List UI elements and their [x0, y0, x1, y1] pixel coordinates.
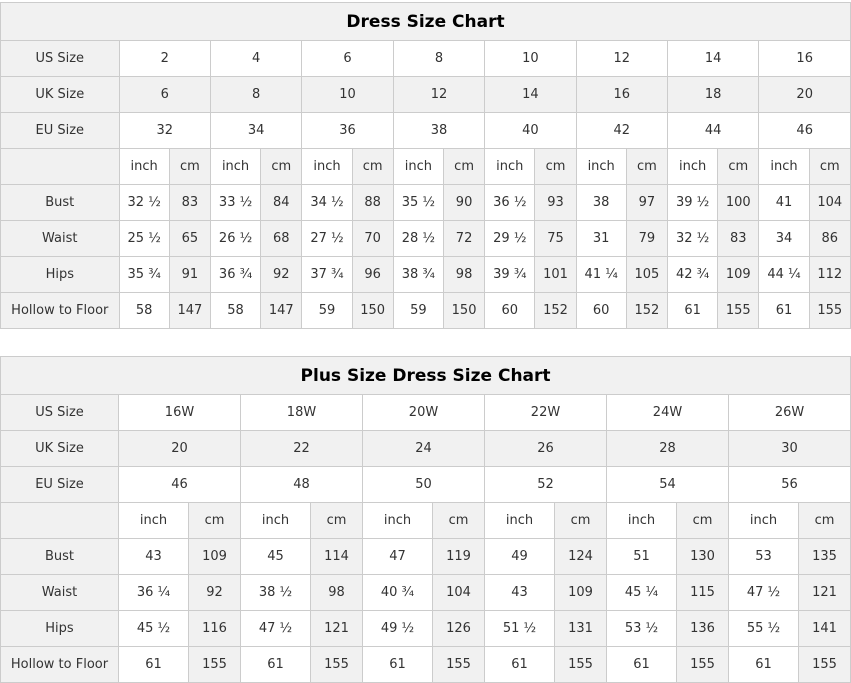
size-value-cell: 14: [667, 41, 758, 77]
size-value-cell: 6: [119, 77, 210, 113]
measurement-cm-cell: 96: [352, 257, 393, 293]
measurement-cm-cell: 126: [433, 611, 485, 647]
measurement-cm-cell: 105: [626, 257, 667, 293]
table-title-row: [1, 357, 851, 395]
measurement-inch-cell: 60: [576, 293, 626, 329]
unit-cm-cell: cm: [535, 149, 576, 185]
measurement-cm-cell: 136: [677, 611, 729, 647]
measurement-cm-cell: 86: [809, 221, 850, 257]
measurement-inch-cell: 27 ½: [302, 221, 352, 257]
measurement-inch-cell: 45 ¼: [607, 575, 677, 611]
measurement-cm-cell: 88: [352, 185, 393, 221]
measurement-cm-cell: 83: [169, 185, 210, 221]
row-label: Hips: [1, 257, 120, 293]
measurement-cm-cell: 135: [799, 539, 851, 575]
measurement-inch-cell: 58: [119, 293, 169, 329]
measurement-cm-cell: 131: [555, 611, 607, 647]
measurement-inch-cell: 39 ¾: [485, 257, 535, 293]
measurement-cm-cell: 121: [799, 575, 851, 611]
size-value-cell: 42: [576, 113, 667, 149]
measurement-cm-cell: 152: [535, 293, 576, 329]
measurement-cm-cell: 90: [443, 185, 484, 221]
table-row: [1, 293, 851, 329]
measurement-cm-cell: 104: [809, 185, 850, 221]
row-label: EU Size: [1, 467, 119, 503]
measurement-inch-cell: 28 ½: [393, 221, 443, 257]
size-value-cell: 6: [302, 41, 393, 77]
measurement-inch-cell: 43: [119, 539, 189, 575]
measurement-cm-cell: 130: [677, 539, 729, 575]
measurement-inch-cell: 44 ¼: [759, 257, 809, 293]
measurement-cm-cell: 150: [443, 293, 484, 329]
measurement-cm-cell: 155: [311, 647, 363, 683]
measurement-inch-cell: 31: [576, 221, 626, 257]
measurement-inch-cell: 34 ½: [302, 185, 352, 221]
measurement-inch-cell: 51 ½: [485, 611, 555, 647]
measurement-cm-cell: 92: [261, 257, 302, 293]
size-value-cell: 32: [119, 113, 210, 149]
measurement-cm-cell: 98: [443, 257, 484, 293]
measurement-cm-cell: 72: [443, 221, 484, 257]
unit-inch-cell: inch: [119, 149, 169, 185]
measurement-cm-cell: 155: [555, 647, 607, 683]
measurement-cm-cell: 155: [433, 647, 485, 683]
measurement-cm-cell: 124: [555, 539, 607, 575]
measurement-inch-cell: 38 ¾: [393, 257, 443, 293]
measurement-inch-cell: 61: [667, 293, 717, 329]
size-value-cell: 10: [485, 41, 576, 77]
measurement-inch-cell: 41: [759, 185, 809, 221]
row-label: UK Size: [1, 431, 119, 467]
size-value-cell: 12: [393, 77, 484, 113]
table-title: Dress Size Chart: [1, 3, 851, 41]
measurement-cm-cell: 79: [626, 221, 667, 257]
size-value-cell: 26W: [729, 395, 851, 431]
measurement-cm-cell: 147: [261, 293, 302, 329]
measurement-cm-cell: 147: [169, 293, 210, 329]
size-value-cell: 16: [759, 41, 851, 77]
size-value-cell: 22: [241, 431, 363, 467]
row-label: US Size: [1, 41, 120, 77]
unit-cm-cell: cm: [169, 149, 210, 185]
measurement-cm-cell: 112: [809, 257, 850, 293]
measurement-inch-cell: 45: [241, 539, 311, 575]
size-value-cell: 36: [302, 113, 393, 149]
measurement-cm-cell: 68: [261, 221, 302, 257]
table-row: [1, 257, 851, 293]
measurement-cm-cell: 100: [718, 185, 759, 221]
row-label: Bust: [1, 539, 119, 575]
measurement-inch-cell: 26 ½: [210, 221, 260, 257]
measurement-cm-cell: 119: [433, 539, 485, 575]
measurement-cm-cell: 141: [799, 611, 851, 647]
measurement-inch-cell: 35 ½: [393, 185, 443, 221]
measurement-inch-cell: 36 ¼: [119, 575, 189, 611]
size-value-cell: 16: [576, 77, 667, 113]
unit-cm-cell: cm: [261, 149, 302, 185]
measurement-inch-cell: 41 ¼: [576, 257, 626, 293]
row-label: US Size: [1, 395, 119, 431]
table-row: [1, 221, 851, 257]
measurement-inch-cell: 38 ½: [241, 575, 311, 611]
measurement-cm-cell: 83: [718, 221, 759, 257]
size-value-cell: 28: [607, 431, 729, 467]
measurement-inch-cell: 61: [119, 647, 189, 683]
table-row: [1, 431, 851, 467]
measurement-cm-cell: 155: [677, 647, 729, 683]
size-value-cell: 12: [576, 41, 667, 77]
measurement-inch-cell: 32 ½: [119, 185, 169, 221]
measurement-inch-cell: 61: [607, 647, 677, 683]
measurement-cm-cell: 116: [189, 611, 241, 647]
size-value-cell: 46: [119, 467, 241, 503]
unit-inch-cell: inch: [576, 149, 626, 185]
plus-size-dress-size-chart-table: [0, 356, 851, 683]
measurement-inch-cell: 36 ¾: [210, 257, 260, 293]
measurement-inch-cell: 53 ½: [607, 611, 677, 647]
measurement-inch-cell: 60: [485, 293, 535, 329]
measurement-cm-cell: 98: [311, 575, 363, 611]
measurement-inch-cell: 42 ¾: [667, 257, 717, 293]
measurement-cm-cell: 75: [535, 221, 576, 257]
size-value-cell: 8: [210, 77, 301, 113]
table-row: [1, 149, 851, 185]
measurement-cm-cell: 109: [189, 539, 241, 575]
unit-inch-cell: inch: [485, 503, 555, 539]
row-label: UK Size: [1, 77, 120, 113]
row-label: EU Size: [1, 113, 120, 149]
table-row: [1, 539, 851, 575]
measurement-cm-cell: 84: [261, 185, 302, 221]
size-value-cell: 8: [393, 41, 484, 77]
measurement-cm-cell: 109: [555, 575, 607, 611]
size-value-cell: 18W: [241, 395, 363, 431]
table-row: [1, 113, 851, 149]
unit-inch-cell: inch: [729, 503, 799, 539]
size-value-cell: 34: [210, 113, 301, 149]
unit-inch-cell: inch: [667, 149, 717, 185]
measurement-inch-cell: 49: [485, 539, 555, 575]
unit-inch-cell: inch: [119, 503, 189, 539]
measurement-cm-cell: 150: [352, 293, 393, 329]
dress-size-chart-table: [0, 2, 851, 329]
measurement-inch-cell: 61: [485, 647, 555, 683]
table-row: [1, 185, 851, 221]
unit-inch-cell: inch: [759, 149, 809, 185]
size-value-cell: 38: [393, 113, 484, 149]
measurement-inch-cell: 59: [302, 293, 352, 329]
measurement-cm-cell: 155: [809, 293, 850, 329]
measurement-cm-cell: 97: [626, 185, 667, 221]
size-value-cell: 16W: [119, 395, 241, 431]
measurement-cm-cell: 70: [352, 221, 393, 257]
table-row: [1, 503, 851, 539]
measurement-inch-cell: 29 ½: [485, 221, 535, 257]
unit-cm-cell: cm: [626, 149, 667, 185]
size-value-cell: 40: [485, 113, 576, 149]
measurement-cm-cell: 155: [189, 647, 241, 683]
size-value-cell: 50: [363, 467, 485, 503]
size-value-cell: 44: [667, 113, 758, 149]
unit-row-label: [1, 503, 119, 539]
size-value-cell: 20W: [363, 395, 485, 431]
measurement-inch-cell: 59: [393, 293, 443, 329]
size-value-cell: 52: [485, 467, 607, 503]
measurement-inch-cell: 43: [485, 575, 555, 611]
unit-inch-cell: inch: [393, 149, 443, 185]
measurement-inch-cell: 51: [607, 539, 677, 575]
size-value-cell: 48: [241, 467, 363, 503]
unit-cm-cell: cm: [189, 503, 241, 539]
size-value-cell: 20: [119, 431, 241, 467]
unit-cm-cell: cm: [311, 503, 363, 539]
table-row: [1, 41, 851, 77]
table-title-row: [1, 3, 851, 41]
unit-inch-cell: inch: [607, 503, 677, 539]
row-label: Hollow to Floor: [1, 293, 120, 329]
measurement-cm-cell: 114: [311, 539, 363, 575]
unit-cm-cell: cm: [352, 149, 393, 185]
unit-cm-cell: cm: [555, 503, 607, 539]
measurement-inch-cell: 33 ½: [210, 185, 260, 221]
size-value-cell: 46: [759, 113, 851, 149]
measurement-inch-cell: 25 ½: [119, 221, 169, 257]
measurement-inch-cell: 61: [363, 647, 433, 683]
measurement-inch-cell: 40 ¾: [363, 575, 433, 611]
table-row: [1, 647, 851, 683]
unit-inch-cell: inch: [485, 149, 535, 185]
measurement-inch-cell: 53: [729, 539, 799, 575]
measurement-cm-cell: 109: [718, 257, 759, 293]
unit-cm-cell: cm: [677, 503, 729, 539]
measurement-cm-cell: 104: [433, 575, 485, 611]
measurement-cm-cell: 91: [169, 257, 210, 293]
measurement-cm-cell: 121: [311, 611, 363, 647]
unit-cm-cell: cm: [799, 503, 851, 539]
unit-inch-cell: inch: [363, 503, 433, 539]
row-label: Hollow to Floor: [1, 647, 119, 683]
measurement-cm-cell: 101: [535, 257, 576, 293]
unit-inch-cell: inch: [210, 149, 260, 185]
measurement-inch-cell: 38: [576, 185, 626, 221]
size-value-cell: 54: [607, 467, 729, 503]
unit-row-label: [1, 149, 120, 185]
row-label: Waist: [1, 221, 120, 257]
size-value-cell: 20: [759, 77, 851, 113]
measurement-inch-cell: 37 ¾: [302, 257, 352, 293]
unit-cm-cell: cm: [443, 149, 484, 185]
table-row: [1, 395, 851, 431]
size-value-cell: 18: [667, 77, 758, 113]
unit-cm-cell: cm: [718, 149, 759, 185]
row-label: Hips: [1, 611, 119, 647]
size-value-cell: 10: [302, 77, 393, 113]
table-title: Plus Size Dress Size Chart: [1, 357, 851, 395]
size-value-cell: 56: [729, 467, 851, 503]
size-value-cell: 4: [210, 41, 301, 77]
measurement-inch-cell: 35 ¾: [119, 257, 169, 293]
measurement-cm-cell: 65: [169, 221, 210, 257]
measurement-inch-cell: 61: [759, 293, 809, 329]
size-value-cell: 14: [485, 77, 576, 113]
measurement-inch-cell: 39 ½: [667, 185, 717, 221]
unit-cm-cell: cm: [809, 149, 850, 185]
size-value-cell: 2: [119, 41, 210, 77]
table-row: [1, 575, 851, 611]
measurement-inch-cell: 55 ½: [729, 611, 799, 647]
measurement-inch-cell: 47 ½: [241, 611, 311, 647]
size-value-cell: 24: [363, 431, 485, 467]
row-label: Bust: [1, 185, 120, 221]
unit-inch-cell: inch: [302, 149, 352, 185]
unit-cm-cell: cm: [433, 503, 485, 539]
measurement-inch-cell: 45 ½: [119, 611, 189, 647]
table-row: [1, 467, 851, 503]
measurement-cm-cell: 152: [626, 293, 667, 329]
table-row: [1, 77, 851, 113]
measurement-inch-cell: 58: [210, 293, 260, 329]
measurement-inch-cell: 47 ½: [729, 575, 799, 611]
size-value-cell: 22W: [485, 395, 607, 431]
measurement-cm-cell: 155: [718, 293, 759, 329]
measurement-cm-cell: 115: [677, 575, 729, 611]
unit-inch-cell: inch: [241, 503, 311, 539]
measurement-cm-cell: 92: [189, 575, 241, 611]
measurement-inch-cell: 47: [363, 539, 433, 575]
measurement-inch-cell: 36 ½: [485, 185, 535, 221]
size-value-cell: 24W: [607, 395, 729, 431]
measurement-inch-cell: 61: [729, 647, 799, 683]
measurement-inch-cell: 61: [241, 647, 311, 683]
size-value-cell: 26: [485, 431, 607, 467]
row-label: Waist: [1, 575, 119, 611]
table-row: [1, 611, 851, 647]
measurement-cm-cell: 93: [535, 185, 576, 221]
measurement-cm-cell: 155: [799, 647, 851, 683]
measurement-inch-cell: 34: [759, 221, 809, 257]
measurement-inch-cell: 32 ½: [667, 221, 717, 257]
size-value-cell: 30: [729, 431, 851, 467]
measurement-inch-cell: 49 ½: [363, 611, 433, 647]
